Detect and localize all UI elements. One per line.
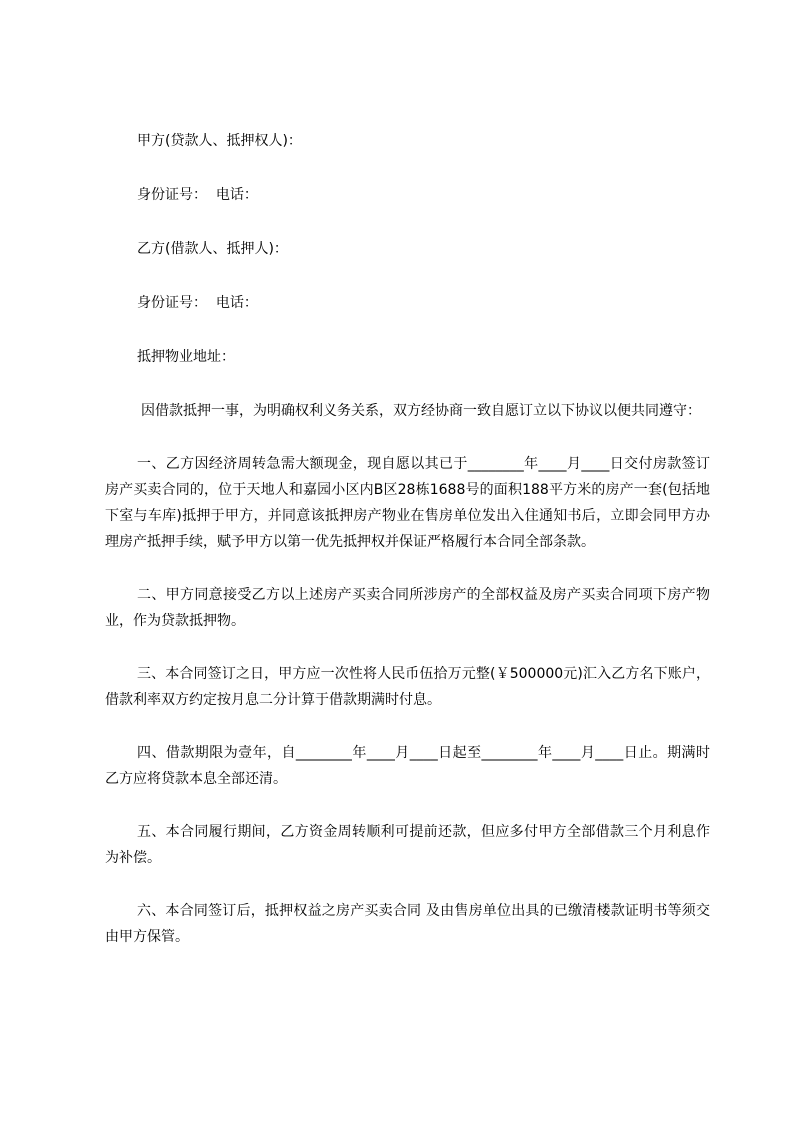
clause-6: 六、本合同签订后，抵押权益之房产买卖合同 及由售房单位出具的已缴清楼款证明书等须交由甲方保管。 — [105, 903, 710, 945]
party-a-id-phone: 身份证号： 电话： — [137, 187, 258, 203]
intro-paragraph: 因借款抵押一事，为明确权利义务关系，双方经协商一致自愿订立以下协议以便共同遵守： — [141, 403, 701, 419]
party-a-field: 甲方(贷款人、抵押权人)： — [137, 133, 302, 149]
clause-3: 三、本合同签订之日，甲方应一次性将人民币伍拾万元整(￥500000元)汇入乙方名下账户，借款利率双方约定按月息二分计算于借款期满时付息。 — [105, 666, 710, 708]
clause-4: 四、借款期限为壹年，自________年____月____日起至________年____月____日止。期满时乙方应将贷款本息全部还清。 — [105, 745, 710, 787]
property-address-field: 抵押物业地址： — [137, 349, 235, 365]
party-b-id-phone: 身份证号： 电话： — [137, 295, 258, 311]
party-b-field: 乙方(借款人、抵押人)： — [137, 241, 288, 257]
clause-2: 二、甲方同意接受乙方以上述房产买卖合同所涉房产的全部权益及房产买卖合同项下房产物业，作为贷款抵押物。 — [105, 587, 710, 629]
clause-1: 一、乙方因经济周转急需大额现金，现自愿以其已于________年____月____日交付房款签订房产买卖合同的，位于天地人和嘉园小区内B区28栋1688号的面积188平方米的房产一套(包括地下室与车库)抵押于甲方，并同意该抵押房产物业在售房单位发出入住通知书后，立即会同甲方办理房产抵押手续，赋予甲方以第一优先抵押权并保证严格履行本合同全部条款。 — [105, 456, 710, 550]
contract-body — [105, 128, 710, 977]
clause-5: 五、本合同履行期间，乙方资金周转顺利可提前还款，但应多付甲方全部借款三个月利息作为补偿。 — [105, 824, 710, 866]
